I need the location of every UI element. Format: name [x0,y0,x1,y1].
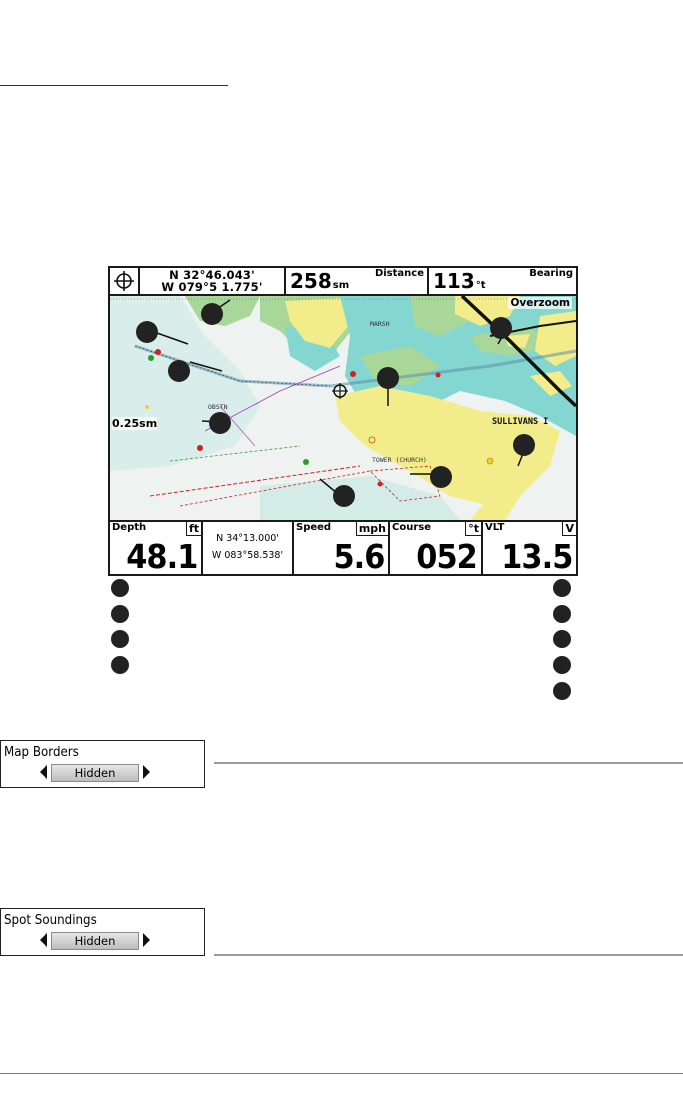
legend-marker [111,656,129,674]
cursor-mode-cell[interactable] [110,268,140,294]
vlt-value: 13.5 [500,537,572,576]
position-lon: W 079°5 1.775' [161,280,263,294]
arrow-left-icon[interactable] [40,933,47,947]
overzoom-label: Overzoom [510,297,570,309]
course-value: 052 [416,537,477,576]
cursor-lat: N 34°13.000' [216,533,279,544]
callout-marker [201,303,223,325]
legend-marker [111,630,129,648]
map-borders-value: Hidden [51,764,139,782]
callout-marker [168,360,190,382]
callout-marker [430,466,452,488]
bearing-value: 113 [433,269,475,293]
bearing-label: Bearing [529,268,573,279]
speed-readout [294,522,390,574]
marsh-label: MARSH [370,320,390,328]
spot-soundings-menu[interactable] [0,908,205,956]
map-scale-label: 0.25sm [112,417,158,430]
course-unit: °t [465,522,481,536]
position-lat: N 32°46.043' [169,268,255,282]
vlt-unit: V [562,522,576,536]
legend-marker [111,579,129,597]
course-readout [390,522,483,574]
map-borders-rule [214,762,683,764]
callout-marker [490,317,512,339]
map-borders-selector[interactable] [40,764,150,781]
speed-unit: mph [356,522,388,536]
bearing-readout [429,268,576,294]
crosshair-icon [113,270,135,292]
bearing-unit: °t [475,280,486,291]
sullivans-island-label: SULLIVANS I [492,417,549,427]
course-label: Course [392,522,431,533]
obstruction-label: OBSTN [208,403,228,411]
callout-marker [377,367,399,389]
map-borders-menu[interactable] [0,740,205,788]
distance-readout [286,268,429,294]
distance-label: Distance [374,268,424,279]
footer-rule [0,1073,683,1074]
callout-marker [513,434,535,456]
arrow-right-icon[interactable] [143,933,150,947]
voltage-readout [483,522,576,574]
data-readout-bar [110,520,576,574]
tower-label: TOWER (CHURCH) [372,456,427,464]
legend-marker [111,605,129,623]
spot-soundings-value: Hidden [51,932,139,950]
legend-marker [553,630,571,648]
legend-marker [553,605,571,623]
arrow-left-icon[interactable] [40,765,47,779]
callout-marker [209,412,231,434]
depth-value: 48.1 [125,537,197,576]
depth-unit: ft [186,522,201,536]
spot-soundings-selector[interactable] [40,932,150,949]
distance-value: 258 [290,269,332,293]
cursor-position-readout [203,522,294,574]
header-rule [0,85,228,86]
depth-readout [110,522,203,574]
legend-marker [553,656,571,674]
arrow-right-icon[interactable] [143,765,150,779]
callout-marker [136,321,158,343]
speed-label: Speed [296,522,332,533]
distance-unit: sm [332,280,350,291]
speed-value: 5.6 [332,537,384,576]
status-bar [110,268,576,296]
callout-marker [333,485,355,507]
spot-soundings-rule [214,954,683,956]
legend-marker [553,682,571,700]
spot-soundings-title: Spot Soundings [4,912,97,928]
map-borders-title: Map Borders [4,744,79,760]
legend-marker [553,579,571,597]
depth-label: Depth [112,522,147,533]
cursor-lon: W 083°58.538' [211,550,284,561]
vlt-label: VLT [485,522,505,533]
chart-screen [108,266,578,576]
position-readout [140,268,286,294]
